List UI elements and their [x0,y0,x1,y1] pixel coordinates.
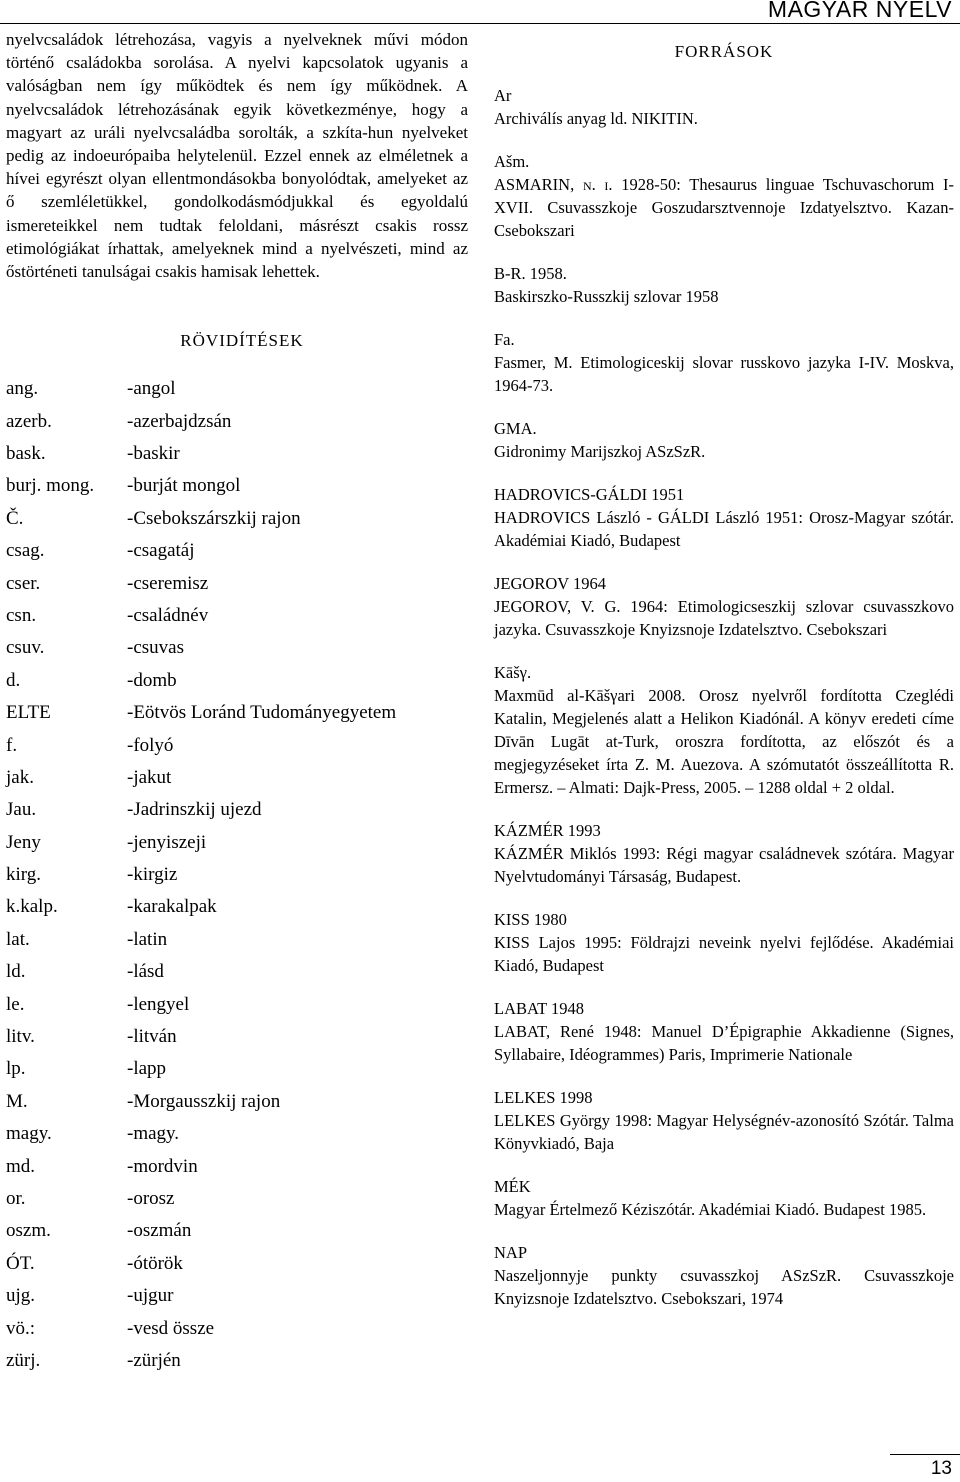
source-key: KISS 1980 [494,910,567,929]
abbreviation-definition: -litván [127,1026,177,1048]
abbreviation-definition: -latin [127,928,168,950]
abbreviation-term: or. [6,1188,26,1209]
source-entry [494,483,954,552]
source-text [494,842,954,888]
source-entry [494,328,954,397]
abbreviation-row [6,989,468,1021]
source-text [494,1109,954,1155]
abbreviation-term: magy. [6,1123,52,1145]
right-column [494,42,954,1330]
source-key: LABAT 1948 [494,999,584,1018]
source-entry [494,1241,954,1310]
source-text [494,506,954,552]
source-entry [494,417,954,463]
source-entry [494,819,954,888]
source-text-body: Fasmer, M. Etimologiceskij slovar russkovo jazyka I-IV. Moskva, 1964-73. [494,353,954,395]
source-text [494,285,954,308]
source-text-body: Gidronimy Marijszkoj ASzSzR. [494,442,706,461]
abbreviation-term: le. [6,993,25,1015]
abbreviation-definition: -karakalpak [127,896,217,918]
source-text-body: Maxmūd al-Kāšγari 2008. Orosz nyelvről fordította Czeglédi Katalin, Megjelenés alatt a Helikon Kiadónál. A könyv eredeti címe Dīvān Lugāt at-Turk, oroszra fordította, az előszót és a megjegyzéseket írta Z. M. Auezova. A szómutatót összeállította R. Ermersz. – Almati: Dajk-Press, 2005. – 1288 oldal + 2 oldal. [494,686,954,797]
source-text [494,595,954,641]
source-entry [494,572,954,641]
source-text-body: LELKES György 1998: Magyar Helységnév-azonosító Szótár. Talma Könyvkiadó, Baja [494,1111,954,1153]
sources-list [494,84,954,1310]
page-number: 13 [930,1458,952,1479]
abbreviation-definition: -Csebokszárszkij rajon [127,507,301,529]
abbreviation-row [6,1183,468,1215]
source-key: B-R. 1958. [494,264,567,283]
source-text [494,107,954,130]
source-entry [494,262,954,308]
abbreviation-row [6,859,468,891]
abbreviation-definition: -jenyiszeji [127,831,207,853]
abbreviation-definition: -ótörök [127,1252,183,1274]
abbreviation-row [6,762,468,794]
source-text [494,931,954,977]
abbreviation-term: Jeny [6,831,41,853]
abbreviation-term: d. [6,669,21,691]
source-key: JEGOROV 1964 [494,574,606,593]
abbreviation-definition: -családnév [127,604,209,626]
source-key: Fa. [494,330,515,349]
source-entry [494,150,954,242]
abbreviation-row [6,406,468,438]
abbreviation-row [6,1053,468,1085]
abbreviation-definition: -lengyel [127,993,190,1015]
abbreviation-definition: -jakut [127,766,172,788]
source-key: GMA. [494,419,537,438]
source-key: NAP [494,1243,528,1262]
source-text [494,351,954,397]
source-key: Kāšγ. [494,663,532,682]
abbreviation-definition: -folyó [127,734,174,756]
abbreviation-term: kirg. [6,864,42,886]
abbreviation-definition: -lásd [127,961,164,983]
abbreviation-row [6,632,468,664]
abbreviation-definition: -Morgausszkij rajon [127,1090,281,1112]
source-key: Ašm. [494,152,530,171]
abbreviation-row [6,1215,468,1247]
source-text-body: HADROVICS László - GÁLDI László 1951: Orosz-Magyar szótár. Akadémiai Kiadó, Budapest [494,508,954,550]
abbreviation-row [6,373,468,405]
intro-paragraph: nyelvcsaládok létrehozása, vagyis a nyelveknek művi módon történő családokba sorolása. A nyelvi kapcsolatok ugyanis a valóságban nem így működtek és nem így működnek. A nyelvcsaládok létrehozásának egyik következménye, hogy a magyart az uráli nyelvcsaládba sorolták, a szkíta-hun nyelveket pedig az indoeurópaiba helytelenül. Ezzel ennek az elméletnek a hívei egyrészt olyan ellentmondásokba bonyolódtak, amelyeket az ő szemléletükkel, gondolkodásmódjukkal és egyoldalú ismereteikkel nem tudtak feloldani, másrészt csakis rossz etimológiákat írhattak, amelyeknek mind a nyelvészeti, mind az őstörténeti tanulságai csakis hamisak lehettek. [6,30,468,282]
abbreviation-row [6,1345,468,1377]
abbreviation-row [6,438,468,470]
abbreviation-definition: -kirgiz [127,864,178,886]
abbreviation-term: cser. [6,572,41,594]
source-text-body: KISS Lajos 1995: Földrajzi neveink nyelvi fejlődése. Akadémiai Kiadó, Budapest [494,933,954,975]
source-text-body: Archiválís anyag ld. NIKITIN. [494,109,698,128]
abbreviation-term: ELTE [6,702,51,724]
abbreviation-definition: -oszmán [127,1220,192,1242]
abbreviation-term: jak. [6,766,34,788]
source-key: HADROVICS-GÁLDI 1951 [494,485,685,504]
abbreviation-definition: -vesd össze [127,1317,215,1339]
abbreviation-term: M. [6,1090,28,1112]
abbreviation-row [6,730,468,762]
abbreviation-definition: -csuvas [127,637,184,659]
abbreviation-term: burj. mong. [6,475,95,497]
abbreviation-definition: -baskir [127,443,180,465]
source-text [494,1020,954,1066]
source-entry [494,84,954,130]
abbreviation-definition: -orosz [127,1188,175,1209]
abbreviation-term: csag. [6,540,45,562]
source-text [494,440,954,463]
abbreviation-definition: -azerbajdzsán [127,410,232,432]
abbreviation-definition: -magy. [127,1123,180,1145]
abbreviation-definition: -zürjén [127,1349,181,1371]
source-text-body: Magyar Értelmező Kéziszótár. Akadémiai Kiadó. Budapest 1985. [494,1200,927,1219]
source-key: KÁZMÉR 1993 [494,821,601,840]
source-text-body: KÁZMÉR Miklós 1993: Régi magyar családnevek szótára. Magyar Nyelvtudományi Társaság, Budapest. [494,844,954,886]
abbreviation-definition: -Jadrinszkij ujezd [127,799,262,821]
abbreviation-row [6,956,468,988]
abbreviation-term: zürj. [6,1349,41,1371]
abbreviations-list [6,373,468,1377]
source-text-smallcaps: n. i. [582,175,613,194]
abbreviation-row [6,1086,468,1118]
source-text-body: LABAT, René 1948: Manuel D’Épigraphie Akkadienne (Signes, Syllabaire, Idéogrammes) Paris, Imprimerie Nationale [494,1022,954,1064]
abbreviation-definition: -burját mongol [127,475,241,497]
abbreviation-row [6,665,468,697]
abbreviation-term: ÓT. [6,1252,35,1274]
abbreviation-row [6,697,468,729]
running-head: MAGYAR NYELV [767,0,952,22]
abbreviation-row [6,503,468,535]
abbreviation-term: csn. [6,604,37,626]
source-text-body: Baskirszko-Russzkij szlovar 1958 [494,287,719,306]
sources-heading: FORRÁSOK [674,42,774,61]
abbreviation-term: oszm. [6,1220,51,1242]
source-text [494,1198,954,1221]
abbreviation-row [6,535,468,567]
abbreviation-row [6,1280,468,1312]
abbreviation-term: ujg. [6,1285,36,1307]
abbreviation-term: md. [6,1155,36,1177]
abbreviation-row [6,891,468,923]
source-key: MÉK [494,1177,531,1196]
source-text [494,1264,954,1310]
source-entry [494,1175,954,1221]
abbreviation-term: litv. [6,1026,35,1048]
abbreviation-term: bask. [6,443,46,465]
abbreviation-definition: -lapp [127,1058,167,1080]
source-entry [494,661,954,799]
abbreviation-row [6,600,468,632]
abbreviation-definition: -ujgur [127,1285,174,1307]
abbreviation-term: k.kalp. [6,896,58,918]
abbreviation-term: azerb. [6,410,52,432]
abbreviation-row [6,1118,468,1150]
abbreviation-row [6,1021,468,1053]
header-rule [0,23,960,24]
left-column [6,28,468,1377]
abbreviation-term: csuv. [6,637,45,659]
abbreviation-definition: -angol [127,378,176,400]
abbreviation-row [6,1313,468,1345]
abbreviation-term: ld. [6,961,26,983]
abbreviation-term: lp. [6,1058,26,1080]
abbreviation-definition: -cseremisz [127,572,209,594]
source-key: Ar [494,86,512,105]
abbreviation-term: Jau. [6,799,37,821]
abbreviation-term: lat. [6,928,30,950]
abbreviation-definition: -domb [127,669,177,691]
abbreviation-term: ang. [6,378,39,400]
abbreviations-heading: RÖVIDÍTÉSEK [180,331,304,351]
abbreviation-row [6,1151,468,1183]
abbreviation-definition: -mordvin [127,1155,198,1177]
source-key: LELKES 1998 [494,1088,593,1107]
abbreviation-row [6,827,468,859]
source-text-prefix: ASMARIN, [494,175,583,194]
abbreviation-row [6,794,468,826]
source-text [494,173,954,242]
abbreviation-row [6,1248,468,1280]
abbreviation-definition: -Eötvös Loránd Tudományegyetem [127,702,397,724]
abbreviation-row [6,924,468,956]
abbreviation-row [6,568,468,600]
source-text [494,684,954,799]
source-text-body: JEGOROV, V. G. 1964: Etimologicseszkij szlovar csuvasszkovo jazyka. Csuvasszkoje Knyizsnoje Izdatelsztvo. Csebokszari [494,597,954,639]
source-entry [494,908,954,977]
source-entry [494,1086,954,1155]
source-entry [494,997,954,1066]
abbreviation-term: vö.: [6,1317,36,1339]
source-text-body: Naszeljonnyje punkty csuvasszkoj ASzSzR. Csuvasszkoje Knyizsnoje Izdatelsztvo. Csebokszari, 1974 [494,1266,954,1308]
source-text-body: 1928-50: Thesaurus linguae Tschuvaschorum I-XVII. Csuvasszkoje Goszudarsztvennoje Izdatyelsztvo. Kazan-Csebokszari [494,175,954,240]
abbreviation-term: f. [6,734,18,756]
abbreviation-row [6,470,468,502]
abbreviation-term: Č. [6,507,24,529]
abbreviation-definition: -csagatáj [127,540,195,562]
